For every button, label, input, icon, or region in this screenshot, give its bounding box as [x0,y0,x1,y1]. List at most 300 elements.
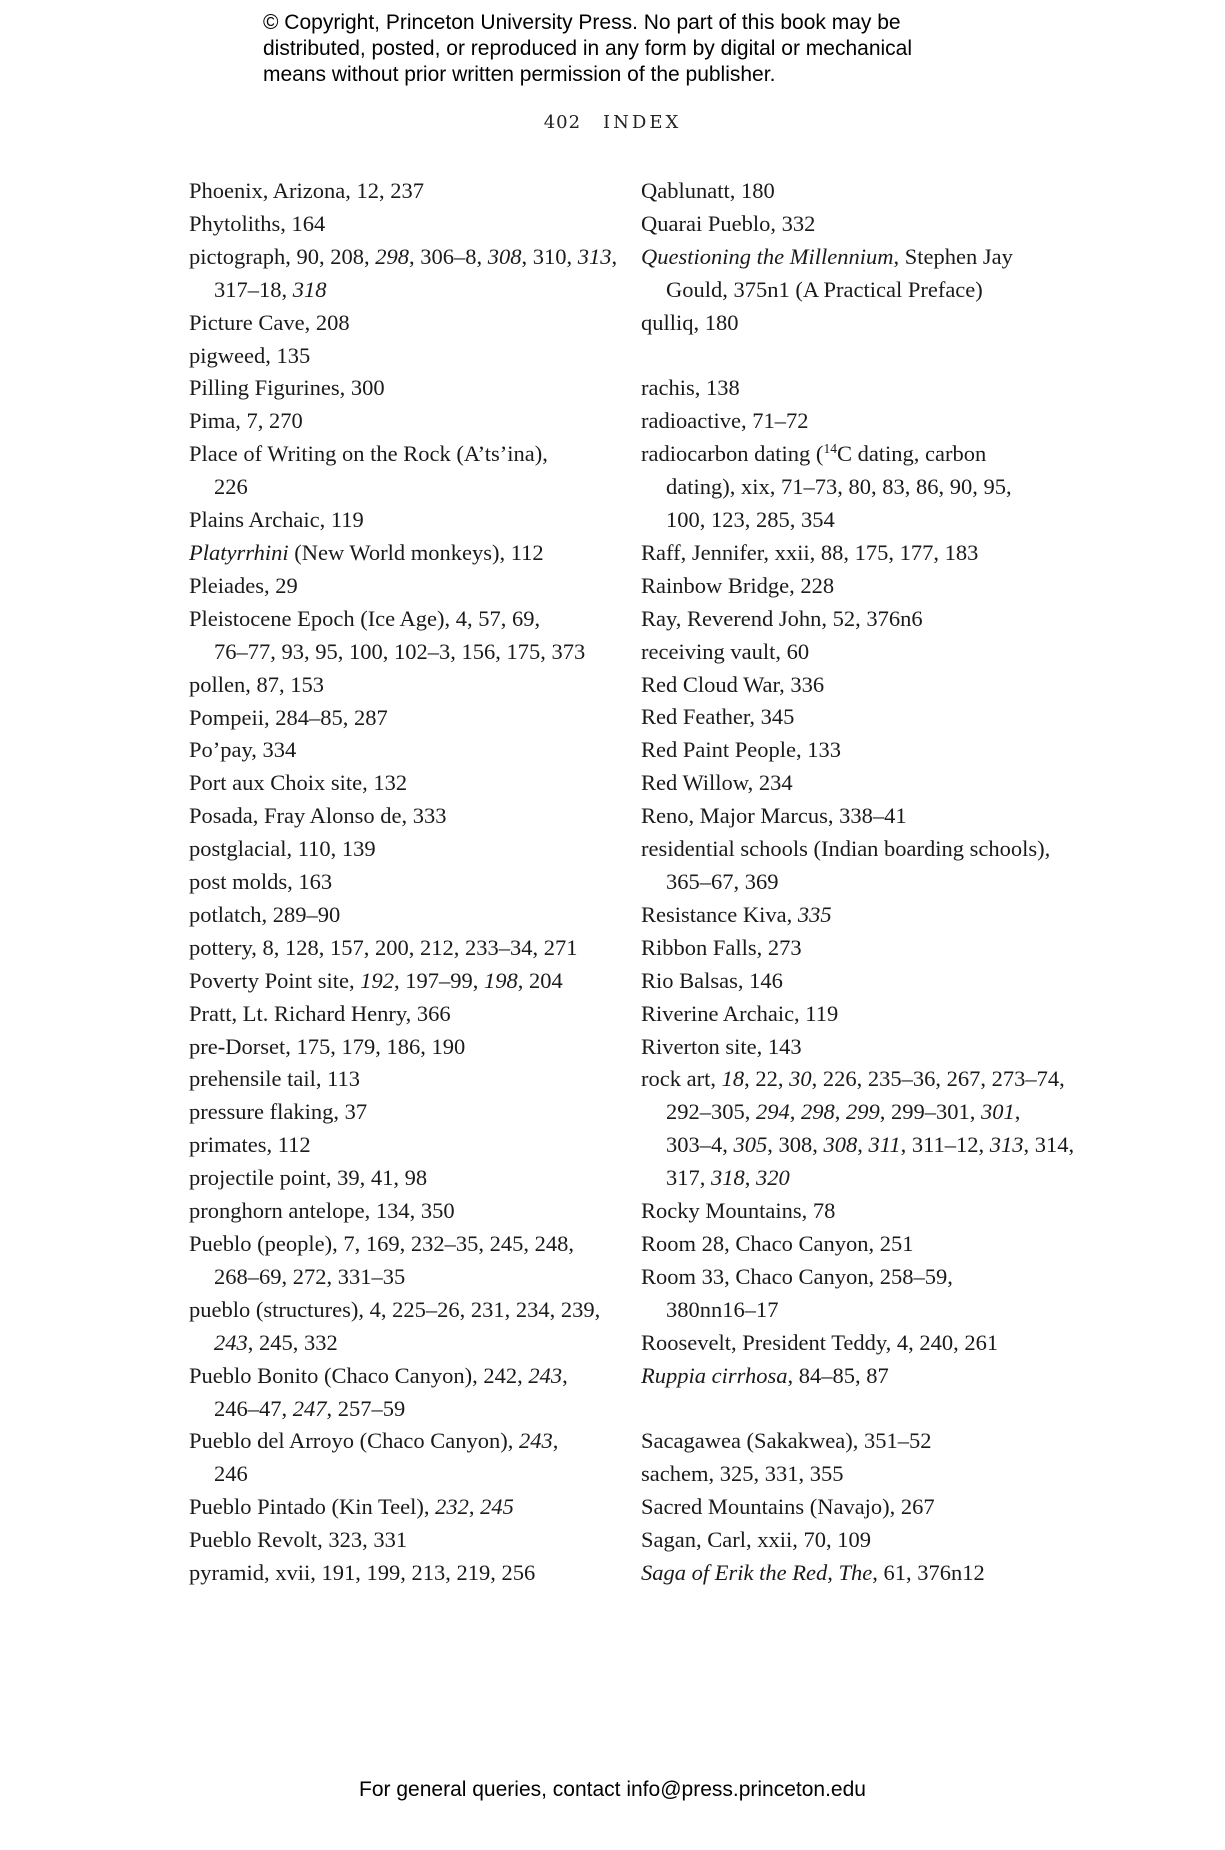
italic-text: 232 [435,1494,469,1520]
entry-text: , [744,1165,756,1191]
index-entry [189,1360,609,1426]
italic-text: 318 [711,1165,745,1191]
italic-text: 243 [518,1428,553,1454]
index-entry-continuation [641,1096,1081,1129]
index-entry-line [189,833,609,866]
entry-text: 365–67, 369 [666,869,779,895]
index-entry-continuation [641,1162,1081,1195]
index-entry-line [641,1458,1081,1491]
letter-group-gap [641,1393,1081,1426]
index-entry-line [641,307,1081,340]
index-entry-line [641,932,1081,965]
entry-text: , [552,1428,559,1454]
index-entry-line [641,899,1081,932]
index-entry-line [641,800,1081,833]
entry-text: sachem, 325, 331, 355 [641,1461,844,1487]
index-entry [641,241,1081,307]
index-entry-line [641,1063,1081,1096]
footer-contact: For general queries, contact info@press.princeton.edu [359,1778,866,1801]
entry-text: 100, 123, 285, 354 [666,507,835,533]
index-entry-line [641,1031,1081,1064]
index-entry-line [189,965,609,998]
index-entry [189,1195,609,1228]
index-entry [641,1228,1081,1261]
index-entry [189,866,609,899]
index-entry-line [641,537,1081,570]
index-entry [641,1327,1081,1360]
index-entry-continuation [189,1327,609,1360]
italic-text: 313 [989,1132,1024,1158]
index-entry-line [189,998,609,1031]
index-entry-continuation [641,866,1081,899]
index-entry [189,1491,609,1524]
index-entry-line [189,932,609,965]
entry-text: , 226, 235–36, 267, 273–74, [811,1066,1065,1092]
index-entry [641,998,1081,1031]
index-entry-line [641,833,1081,866]
entry-text: , [834,1099,846,1125]
index-entry [189,241,618,307]
entry-text: pre-Dorset, 175, 179, 186, 190 [189,1033,466,1059]
index-entry [189,833,609,866]
entry-text: , [789,1099,801,1125]
entry-text: , [611,243,618,269]
index-entry [189,1162,609,1195]
entry-text: radioactive, 71–72 [641,408,809,434]
index-entry-line [189,702,609,735]
entry-text: Pompeii, 284–85, 287 [189,704,388,730]
index-entry [641,1063,1081,1195]
index-entry-line [641,734,1081,767]
entry-text: Riverton site, 143 [641,1033,802,1059]
italic-text: 308 [823,1132,858,1158]
index-entry [189,372,609,405]
italic-text: 298 [801,1099,835,1125]
index-entry [189,307,609,340]
index-column-right [641,175,1081,1590]
index-entry [641,1491,1081,1524]
entry-text: 303–4, [666,1132,734,1158]
index-entry [641,1524,1081,1557]
index-entry-line [641,241,1081,274]
index-entry [641,1425,1081,1458]
index-entry [189,175,609,208]
entry-text: , [857,1132,869,1158]
index-entry [189,340,609,373]
index-entry [641,372,1081,405]
entry-text: Raff, Jennifer, xxii, 88, 175, 177, 183 [641,539,979,565]
entry-text: rachis, 138 [641,375,740,401]
entry-text: , 310, [521,243,578,269]
index-entry-continuation [189,274,609,307]
entry-text: Rio Balsas, 146 [641,967,783,993]
index-entry-line [641,372,1081,405]
index-entry-line [189,1162,609,1195]
index-entry-line [641,767,1081,800]
entry-text: Pratt, Lt. Richard Henry, 366 [189,1000,451,1026]
index-entry [189,570,609,603]
index-entry [189,1129,609,1162]
italic-text: 243 [528,1362,563,1388]
index-entry [641,636,1081,669]
index-entry [641,701,1081,734]
entry-text: 292–305, [666,1099,756,1125]
entry-text: Plains Archaic, 119 [189,507,364,533]
index-entry-line [641,1557,1081,1590]
entry-text: , 314, [1023,1132,1075,1158]
italic-text: 308 [487,243,522,269]
entry-text: , Stephen Jay [893,243,1013,269]
entry-text: Rainbow Bridge, 228 [641,572,835,598]
italic-text: 318 [292,276,327,302]
entry-text: 317, [666,1165,711,1191]
entry-text: , [562,1362,568,1388]
entry-text: (New World monkeys), 112 [288,539,544,565]
entry-text: Pueblo Pintado (Kin Teel), [189,1494,436,1520]
index-entry-line [641,603,1081,636]
index-entry-line [189,669,609,702]
entry-text: , 245, 332 [247,1329,338,1355]
entry-text: Ray, Reverend John, 52, 376n6 [641,605,923,631]
index-entry-line [641,1228,1081,1261]
entry-text: post molds, 163 [189,869,333,895]
index-entry [641,1458,1081,1491]
entry-text: Pilling Figurines, 300 [189,375,385,401]
index-entry-line [189,175,609,208]
index-entry-line [189,1195,609,1228]
entry-text: pyramid, xvii, 191, 199, 213, 219, 256 [189,1560,536,1586]
index-entry-line [641,669,1081,702]
index-entry [641,734,1081,767]
entry-text: , 22, [744,1066,790,1092]
index-entry [189,208,609,241]
copyright-line: means without prior written permission of the publisher. [263,63,776,86]
index-entry [641,307,1081,340]
entry-text: , 308, [767,1132,824,1158]
italic-text: 18 [721,1066,745,1092]
index-entry-line [189,1228,609,1261]
index-entry-line [189,866,609,899]
index-entry [189,800,609,833]
entry-text: 380nn16–17 [666,1296,779,1322]
entry-text: Sacred Mountains (Navajo), 267 [641,1494,935,1520]
index-entry [641,669,1081,702]
index-entry [641,208,1081,241]
index-entry [641,767,1081,800]
index-entry-continuation [641,1294,1081,1327]
entry-text: pigweed, 135 [189,342,311,368]
running-head [0,112,1225,133]
index-entry-line [641,208,1081,241]
copyright-notice [263,10,1023,88]
index-entry-continuation [641,274,1081,307]
index-entry-line [189,899,609,932]
entry-text: potlatch, 289–90 [189,901,341,927]
entry-text: Phoenix, Arizona, 12, 237 [189,178,424,203]
entry-text: , 61, 376n12 [872,1560,985,1586]
entry-text: residential schools (Indian boarding schools), [641,836,1051,862]
entry-text: Riverine Archaic, 119 [641,1000,839,1026]
italic-text: 298 [375,243,409,269]
italic-text: 294 [756,1099,790,1125]
entry-text: receiving vault, 60 [641,638,810,664]
index-entry-line [641,1327,1081,1360]
index-entry [189,1228,609,1294]
index-entry [189,965,609,998]
index-entry-line [189,1557,609,1590]
index-entry-continuation [641,471,1081,504]
italic-text: 313 [577,243,612,269]
entry-text: Gould, 375n1 (A Practical Preface) [666,276,983,302]
index-entry [189,734,609,767]
index-entry [189,1294,609,1360]
index-entry-line [641,1524,1081,1557]
entry-text: Poverty Point site, [189,967,361,993]
index-entry-line [189,241,618,274]
index-entry [189,702,609,735]
entry-text: Red Willow, 234 [641,770,793,796]
index-entry [189,405,609,438]
entry-text: , 306–8, [408,243,488,269]
entry-text: primates, 112 [189,1132,311,1158]
index-entry-line [641,965,1081,998]
index-entry [189,1096,609,1129]
entry-text: Pima, 7, 270 [189,408,303,434]
entry-text: 246–47, [214,1395,293,1421]
index-entry-line [641,701,1081,734]
italic-text: 30 [789,1066,812,1092]
entry-text: pueblo (structures), 4, 225–26, 231, 234, 239, [189,1296,601,1322]
index-entry-line [189,1294,609,1327]
index-entry [641,932,1081,965]
index-entry [641,899,1081,932]
index-entry-line [641,175,1081,208]
index-entry-line [641,1360,1081,1393]
index-entry-line [641,570,1081,603]
index-entry [189,504,609,537]
entry-text: Pueblo Bonito (Chaco Canyon), 242, [189,1362,529,1388]
index-entry-line [189,504,609,537]
italic-text: 335 [797,901,832,927]
index-entry-line [189,1063,609,1096]
entry-text: radiocarbon dating ( [641,441,824,467]
entry-text: Pueblo del Arroyo (Chaco Canyon), [189,1428,519,1454]
index-entry-line [641,1425,1081,1458]
entry-text: Red Feather, 345 [641,704,795,730]
entry-text: Pueblo Revolt, 323, 331 [189,1527,408,1553]
entry-text: Roosevelt, President Teddy, 4, 240, 261 [641,1329,999,1355]
entry-text: Sacagawea (Sakakwea), 351–52 [641,1428,932,1454]
index-entry-line [641,1491,1081,1524]
index-entry-continuation [189,471,609,504]
entry-text: Red Paint People, 133 [641,737,841,763]
index-entry-line [189,734,609,767]
index-entry [641,1360,1081,1393]
entry-text: 226 [214,474,248,500]
index-entry [641,438,1081,537]
index-entry-line [189,800,609,833]
index-entry [641,1031,1081,1064]
index-entry-line [189,1491,609,1524]
superscript-text: 14 [823,441,837,457]
index-entry [641,405,1081,438]
index-entry-line [189,1360,609,1393]
entry-text: Ribbon Falls, 273 [641,934,802,960]
entry-text: Pueblo (people), 7, 169, 232–35, 245, 248, [189,1231,574,1256]
entry-text: postglacial, 110, 139 [189,836,376,862]
index-entry-line [189,1031,609,1064]
index-entry [189,537,609,570]
italic-text: 245 [480,1494,514,1520]
entry-text: Qablunatt, 180 [641,178,775,203]
entry-text: Rocky Mountains, 78 [641,1198,836,1224]
entry-text: pressure flaking, 37 [189,1099,368,1125]
entry-text: Phytoliths, 164 [189,210,326,236]
running-head-title: INDEX [603,112,682,133]
index-entry-continuation [641,1129,1081,1162]
index-entry [189,1557,609,1590]
index-entry-line [641,1261,1081,1294]
index-entry-line [189,603,609,636]
index-entry-line [189,1096,609,1129]
entry-text: pronghorn antelope, 134, 350 [189,1198,455,1224]
index-entry [641,603,1081,636]
entry-text: 76–77, 93, 95, 100, 102–3, 156, 175, 373 [214,638,586,664]
entry-text: 268–69, 272, 331–35 [214,1263,406,1289]
entry-text: Quarai Pueblo, 332 [641,210,816,236]
entry-text: Pleistocene Epoch (Ice Age), 4, 57, 69, [189,605,541,631]
entry-text: qulliq, 180 [641,309,739,335]
index-entry [641,800,1081,833]
entry-text: Room 28, Chaco Canyon, 251 [641,1230,914,1256]
index-entry-continuation [189,636,609,669]
index-entry-line [189,438,609,471]
index-entry-line [641,405,1081,438]
entry-text: Reno, Major Marcus, 338–41 [641,803,907,829]
entry-text: , 299–301, [879,1099,981,1125]
entry-text: dating), xix, 71–73, 80, 83, 86, 90, 95, [666,474,1012,500]
index-entry [641,570,1081,603]
index-entry [189,767,609,800]
entry-text: 246 [214,1461,248,1487]
entry-text: Posada, Fray Alonso de, 333 [189,803,447,829]
index-entry [641,1261,1081,1327]
italic-text: Questioning the Millennium [641,243,894,269]
entry-text: rock art, [641,1066,722,1092]
index-entry-line [189,372,609,405]
letter-group-gap [641,340,1081,373]
index-entry-line [641,1195,1081,1228]
italic-text: 301 [981,1099,1015,1125]
copyright-line: distributed, posted, or reproduced in any form by digital or mechanical [263,37,913,60]
index-entry-line [189,570,609,603]
entry-text: Red Cloud War, 336 [641,671,825,697]
index-entry [189,603,609,669]
index-entry-line [641,998,1081,1031]
entry-text: pottery, 8, 128, 157, 200, 212, 233–34, 271 [189,934,578,960]
italic-text: 192 [360,967,395,993]
italic-text: 311 [868,1132,901,1158]
index-entry-line [189,537,609,570]
italic-text: Ruppia cirrhosa [641,1362,788,1388]
index-entry [189,1063,609,1096]
index-entry [189,1425,609,1491]
page-number: 402 [543,112,582,133]
index-entry [641,537,1081,570]
index-entry-line [189,405,609,438]
index-entry [641,833,1081,899]
italic-text: 247 [292,1395,327,1421]
entry-text: projectile point, 39, 41, 98 [189,1165,428,1191]
index-entry [641,175,1081,208]
italic-text: 243 [214,1329,248,1355]
entry-text: Port aux Choix site, 132 [189,770,408,796]
index-entry [189,932,609,965]
entry-text: Resistance Kiva, [641,901,798,927]
entry-text: 317–18, [214,276,293,302]
index-entry-line [189,208,609,241]
index-entry-line [189,1524,609,1557]
entry-text: pictograph, 90, 208, [189,243,376,269]
index-entry [641,1557,1081,1590]
index-entry-line [641,438,1081,471]
italic-text: 198 [484,967,518,993]
index-entry-line [189,1425,609,1458]
entry-text: Po’pay, 334 [189,737,297,763]
entry-text: , [468,1494,481,1520]
index-entry-line [189,1129,609,1162]
entry-text: Pleiades, 29 [189,572,298,598]
index-entry-line [189,307,609,340]
index-entry [189,438,609,504]
italic-text: Platyrrhini [189,539,289,565]
index-entry-continuation [641,504,1081,537]
index-entry-line [641,636,1081,669]
entry-text: C dating, carbon [836,441,987,467]
entry-text: pollen, 87, 153 [189,671,324,697]
index-entry-continuation [189,1261,609,1294]
entry-text: Picture Cave, 208 [189,309,350,335]
entry-text: Room 33, Chaco Canyon, 258–59, [641,1263,953,1289]
copyright-line: © Copyright, Princeton University Press. No part of this book may be [263,11,901,34]
index-entry [189,669,609,702]
entry-text: Sagan, Carl, xxii, 70, 109 [641,1527,871,1553]
italic-text: 305 [733,1132,768,1158]
entry-text: prehensile tail, 113 [189,1066,360,1092]
index-column-left [189,175,618,1590]
index-entry-line [189,340,609,373]
entry-text: , 84–85, 87 [787,1362,889,1388]
entry-text: , 311–12, [900,1132,990,1158]
index-entry [189,998,609,1031]
index-entry [641,1195,1081,1228]
index-entry [189,1524,609,1557]
italic-text: 320 [756,1165,790,1191]
entry-text: , 204 [517,967,563,993]
index-entry [189,1031,609,1064]
index-entry [189,899,609,932]
index-entry [641,965,1081,998]
italic-text: Saga of Erik the Red, The [641,1560,873,1586]
entry-text: , 197–99, [394,967,485,993]
italic-text: 299 [846,1099,880,1125]
entry-text: Place of Writing on the Rock (A’ts’ina), [189,441,548,467]
index-entry-line [189,767,609,800]
index-entry-continuation [189,1458,609,1491]
index-entry-continuation [189,1393,609,1426]
entry-text: , [1014,1099,1021,1125]
entry-text: , 257–59 [326,1395,406,1421]
